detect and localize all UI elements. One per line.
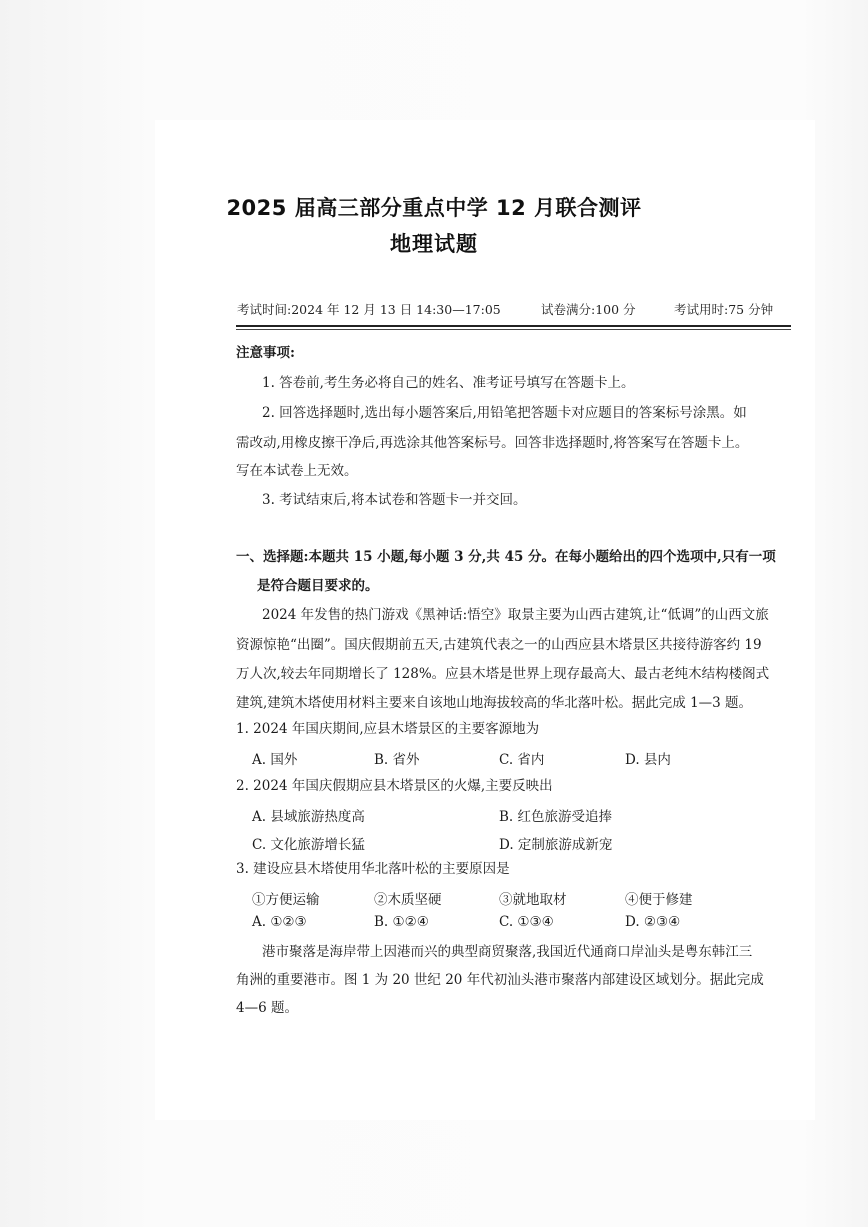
question-2-option-c: C. 文化旅游增长猛 bbox=[252, 837, 365, 853]
notice-item-2-line-1: 2. 回答选择题时,选出每小题答案后,用铅笔把答题卡对应题目的答案标号涂黑。如 bbox=[262, 405, 747, 421]
exam-title: 2025 届高三部分重点中学 12 月联合测评 bbox=[226, 196, 642, 220]
question-1-stem: 1. 2024 年国庆期间,应县木塔景区的主要客源地为 bbox=[236, 721, 540, 737]
section-heading-line-2: 是符合题目要求的。 bbox=[257, 578, 379, 594]
question-1-option-d: D. 县内 bbox=[625, 752, 671, 768]
passage-1-line-1: 2024 年发售的热门游戏《黑神话:悟空》取景主要为山西古建筑,让“低调”的山西文旅 bbox=[262, 607, 769, 623]
question-3-choice-4: ④便于修建 bbox=[625, 892, 693, 908]
question-3-choice-3: ③就地取材 bbox=[499, 892, 567, 908]
header-rule-thick bbox=[236, 325, 791, 327]
question-3-option-c: C. ①③④ bbox=[499, 914, 554, 930]
question-2-option-b: B. 红色旅游受追捧 bbox=[499, 809, 613, 825]
question-1-option-a: A. 国外 bbox=[252, 752, 298, 768]
question-3-choice-1: ①方便运输 bbox=[252, 892, 320, 908]
question-3-choice-2: ②木质坚硬 bbox=[374, 892, 442, 908]
passage-1-line-2: 资源惊艳“出圈”。国庆假期前五天,古建筑代表之一的山西应县木塔景区共接待游客约 19 bbox=[236, 637, 762, 653]
header-rule-thin bbox=[236, 329, 791, 330]
passage-1-line-4: 建筑,建筑木塔使用材料主要来自该地山地海拔较高的华北落叶松。据此完成 1—3 题。 bbox=[236, 695, 753, 711]
notice-heading: 注意事项: bbox=[236, 345, 295, 361]
question-1-option-b: B. 省外 bbox=[374, 752, 420, 768]
exam-duration: 考试用时:75 分钟 bbox=[674, 302, 774, 317]
section-heading-line-1: 一、选择题:本题共 15 小题,每小题 3 分,共 45 分。在每小题给出的四个选项中,只有一项 bbox=[236, 549, 776, 565]
passage-2-line-3: 4—6 题。 bbox=[236, 1000, 298, 1016]
full-score: 试卷满分:100 分 bbox=[541, 302, 636, 317]
exam-subtitle: 地理试题 bbox=[390, 232, 478, 256]
passage-2-line-2: 角洲的重要港市。图 1 为 20 世纪 20 年代初汕头港市聚落内部建设区域划分。据此完成 bbox=[236, 972, 764, 988]
question-3-stem: 3. 建设应县木塔使用华北落叶松的主要原因是 bbox=[236, 861, 510, 877]
notice-item-3: 3. 考试结束后,将本试卷和答题卡一并交回。 bbox=[262, 492, 527, 508]
question-1-option-c: C. 省内 bbox=[499, 752, 545, 768]
passage-1-line-3: 万人次,较去年同期增长了 128%。应县木塔是世界上现存最高大、最古老纯木结构楼阁式 bbox=[236, 666, 770, 682]
notice-item-1: 1. 答卷前,考生务必将自己的姓名、准考证号填写在答题卡上。 bbox=[262, 375, 635, 391]
question-2-option-d: D. 定制旅游成新宠 bbox=[499, 837, 613, 853]
question-3-option-b: B. ①②④ bbox=[374, 914, 429, 930]
notice-item-2-line-2: 需改动,用橡皮擦干净后,再选涂其他答案标号。回答非选择题时,将答案写在答题卡上。 bbox=[236, 435, 749, 451]
notice-item-2-line-3: 写在本试卷上无效。 bbox=[236, 463, 358, 479]
question-3-option-a: A. ①②③ bbox=[252, 914, 307, 930]
question-2-option-a: A. 县域旅游热度高 bbox=[252, 809, 365, 825]
exam-time: 考试时间:2024 年 12 月 13 日 14:30—17:05 bbox=[237, 302, 501, 317]
question-3-option-d: D. ②③④ bbox=[625, 914, 681, 930]
passage-2-line-1: 港市聚落是海岸带上因港而兴的典型商贸聚落,我国近代通商口岸汕头是粤东韩江三 bbox=[262, 944, 753, 960]
question-2-stem: 2. 2024 年国庆假期应县木塔景区的火爆,主要反映出 bbox=[236, 778, 553, 794]
